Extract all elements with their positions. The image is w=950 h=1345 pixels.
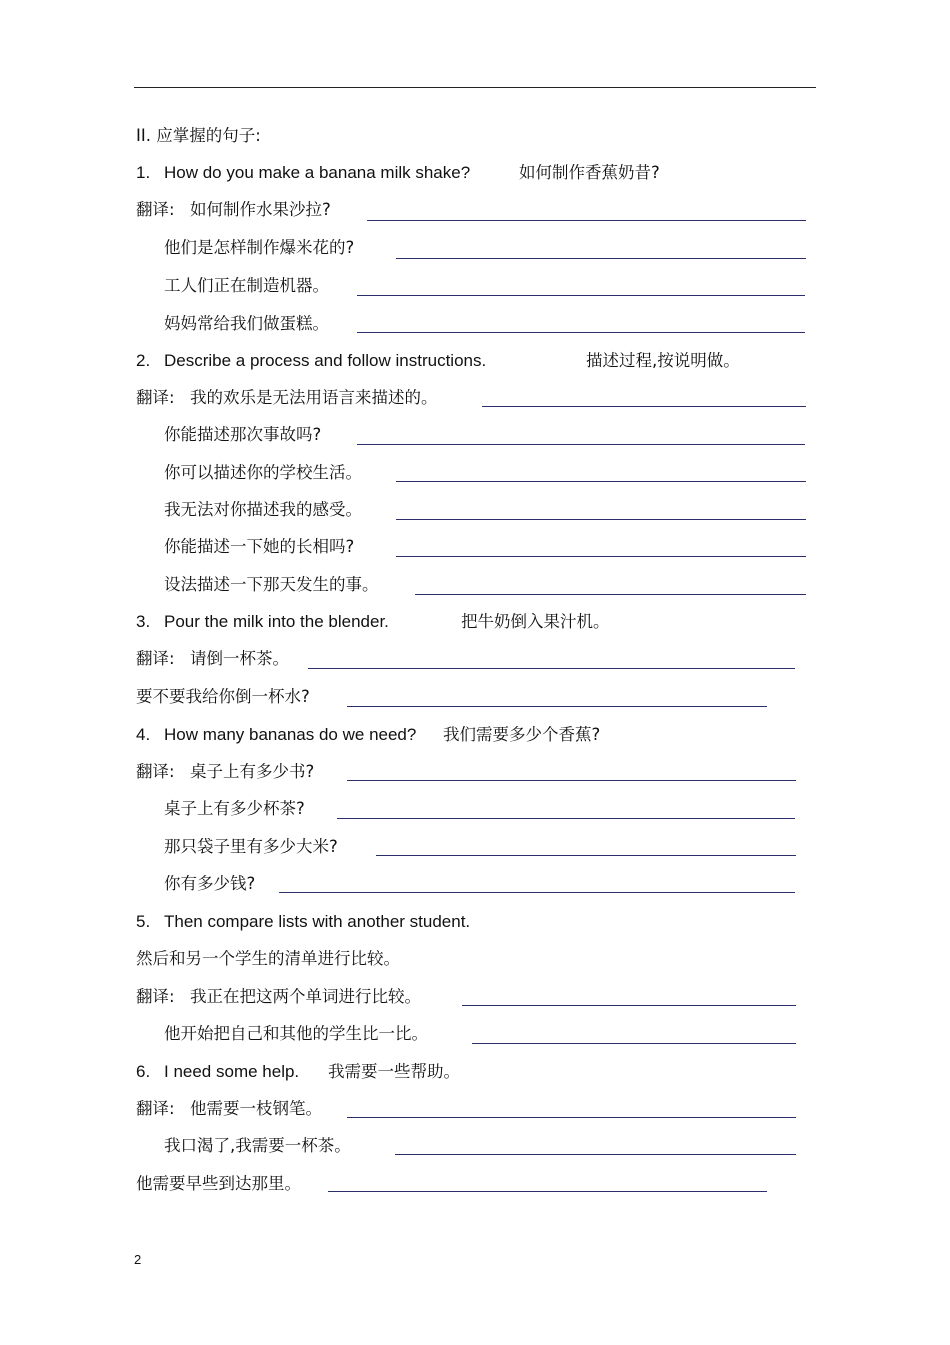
- top-rule: [134, 87, 816, 88]
- translate-prefix: 翻译:: [136, 1099, 175, 1118]
- exercise-prompt: 我正在把这两个单词进行比较。: [190, 987, 421, 1006]
- answer-blank[interactable]: [367, 220, 806, 221]
- exercise-prompt: 你有多少钱?: [164, 874, 256, 893]
- answer-blank[interactable]: [357, 444, 805, 445]
- exercise-prompt: 那只袋子里有多少大米?: [164, 837, 338, 856]
- exercise-prompt: 要不要我给你倒一杯水?: [136, 687, 310, 706]
- exercise-prompt: 妈妈常给我们做蛋糕。: [164, 314, 329, 333]
- english-sentence: Then compare lists with another student.: [164, 912, 471, 931]
- chinese-translation: 把牛奶倒入果汁机。: [461, 612, 610, 631]
- english-sentence: Describe a process and follow instructions.: [164, 351, 487, 370]
- english-sentence: I need some help.: [164, 1062, 300, 1081]
- item-number: 5.: [136, 912, 151, 931]
- exercise-prompt: 我无法对你描述我的感受。: [164, 500, 362, 519]
- answer-blank[interactable]: [357, 295, 805, 296]
- answer-blank[interactable]: [279, 892, 795, 893]
- translate-prefix: 翻译:: [136, 762, 175, 781]
- translate-prefix: 翻译:: [136, 388, 175, 407]
- answer-blank[interactable]: [347, 706, 767, 707]
- exercise-prompt: 我的欢乐是无法用语言来描述的。: [190, 388, 438, 407]
- answer-blank[interactable]: [308, 668, 795, 669]
- answer-blank[interactable]: [337, 818, 795, 819]
- exercise-prompt: 如何制作水果沙拉?: [190, 200, 331, 219]
- exercise-prompt: 你能描述一下她的长相吗?: [164, 537, 355, 556]
- exercise-prompt: 工人们正在制造机器。: [164, 276, 329, 295]
- chinese-translation: 我需要一些帮助。: [328, 1062, 460, 1081]
- chinese-translation: 我们需要多少个香蕉?: [443, 725, 601, 744]
- answer-blank[interactable]: [396, 481, 806, 482]
- exercise-prompt: 他需要一枝钢笔。: [190, 1099, 322, 1118]
- chinese-translation: 如何制作香蕉奶昔?: [519, 163, 660, 182]
- exercise-prompt: 设法描述一下那天发生的事。: [164, 575, 379, 594]
- translate-prefix: 翻译:: [136, 987, 175, 1006]
- answer-blank[interactable]: [396, 519, 806, 520]
- exercise-prompt: 请倒一杯茶。: [190, 649, 289, 668]
- answer-blank[interactable]: [347, 780, 796, 781]
- translate-prefix: 翻译:: [136, 649, 175, 668]
- exercise-prompt: 他开始把自己和其他的学生比一比。: [164, 1024, 428, 1043]
- item-number: 1.: [136, 163, 151, 182]
- chinese-translation: 描述过程,按说明做。: [586, 351, 740, 370]
- exercise-prompt: 我口渴了,我需要一杯茶。: [164, 1136, 351, 1155]
- answer-blank[interactable]: [462, 1005, 796, 1006]
- item-number: 4.: [136, 725, 151, 744]
- english-sentence: Pour the milk into the blender.: [164, 612, 389, 631]
- item-number: 2.: [136, 351, 151, 370]
- answer-blank[interactable]: [357, 332, 805, 333]
- exercise-prompt: 他需要早些到达那里。: [136, 1174, 301, 1193]
- answer-blank[interactable]: [396, 258, 806, 259]
- answer-blank[interactable]: [328, 1191, 767, 1192]
- page-number: 2: [134, 1252, 142, 1267]
- exercise-prompt: 你能描述那次事故吗?: [164, 425, 322, 444]
- answer-blank[interactable]: [396, 556, 806, 557]
- english-sentence: How many bananas do we need?: [164, 725, 417, 744]
- answer-blank[interactable]: [376, 855, 796, 856]
- answer-blank[interactable]: [347, 1117, 796, 1118]
- english-sentence: How do you make a banana milk shake?: [164, 163, 471, 182]
- answer-blank[interactable]: [482, 406, 806, 407]
- item-number: 3.: [136, 612, 151, 631]
- item-number: 6.: [136, 1062, 151, 1081]
- exercise-prompt: 桌子上有多少书?: [190, 762, 315, 781]
- answer-blank[interactable]: [415, 594, 806, 595]
- exercise-prompt: 桌子上有多少杯茶?: [164, 799, 305, 818]
- exercise-prompt: 你可以描述你的学校生活。: [164, 463, 362, 482]
- answer-blank[interactable]: [472, 1043, 796, 1044]
- translate-prefix: 翻译:: [136, 200, 175, 219]
- chinese-translation: 然后和另一个学生的清单进行比较。: [136, 949, 400, 968]
- exercise-prompt: 他们是怎样制作爆米花的?: [164, 238, 355, 257]
- answer-blank[interactable]: [395, 1154, 796, 1155]
- section-heading: II. 应掌握的句子:: [136, 126, 261, 145]
